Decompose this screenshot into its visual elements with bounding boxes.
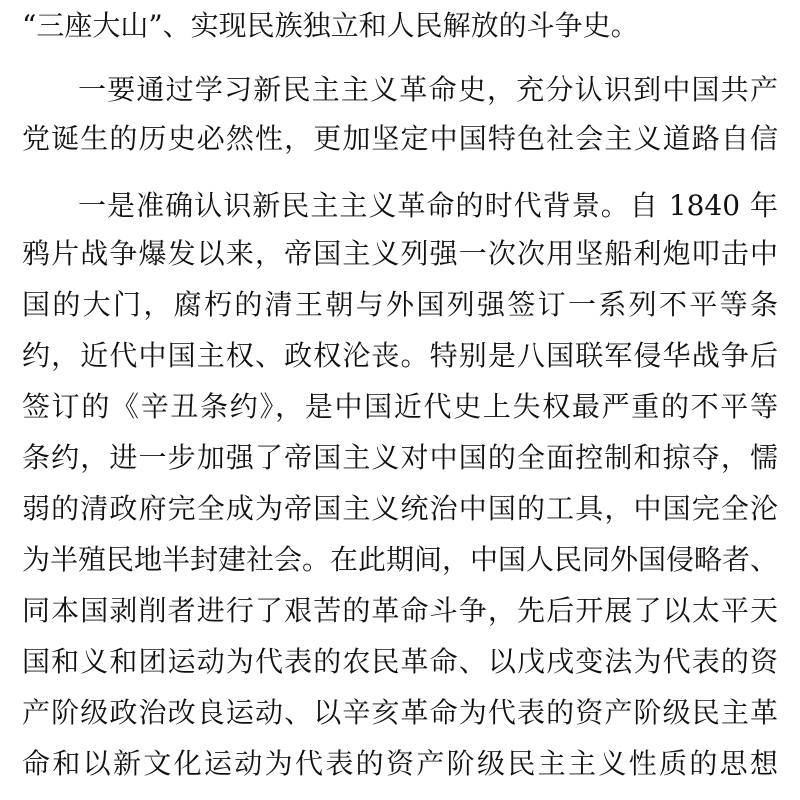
text-line: 弱的清政府完全成为帝国主义统治中国的工具，中国完全沦	[22, 492, 778, 525]
text-line: 产阶级政治改良运动、以辛亥革命为代表的资产阶级民主革	[22, 696, 778, 729]
text-line: 同本国剥削者进行了艰苦的革命斗争，先后开展了以太平天	[22, 594, 778, 627]
text-line: 鸦片战争爆发以来，帝国主义列强一次次用坚船利炮叩击中	[22, 237, 778, 270]
text-line: 一是准确认识新民主主义革命的时代背景。自 1840 年	[78, 189, 778, 222]
text-line: 国和义和团运动为代表的农民革命、以戊戌变法为代表的资	[22, 645, 778, 678]
text-line: 约，近代中国主权、政权沦丧。特别是八国联军侵华战争后	[22, 339, 778, 372]
text-line: 国的大门，腐朽的清王朝与外国列强签订一系列不平等条	[22, 288, 778, 321]
text-line: 党诞生的历史必然性，更加坚定中国特色社会主义道路自信	[22, 122, 778, 155]
text-line: 为半殖民地半封建社会。在此期间，中国人民同外国侵略者、	[22, 543, 779, 576]
text-line: 条约，进一步加强了帝国主义对中国的全面控制和掠夺，懦	[22, 441, 778, 474]
text-line: 签订的《辛丑条约》，是中国近代史上失权最严重的不平等	[22, 390, 778, 423]
text-line: “三座大山”、实现民族独立和人民解放的斗争史。	[22, 9, 639, 42]
text-line: 命和以新文化运动为代表的资产阶级民主主义性质的思想	[22, 747, 778, 780]
text-line: 一要通过学习新民主主义革命史，充分认识到中国共产	[78, 73, 778, 106]
